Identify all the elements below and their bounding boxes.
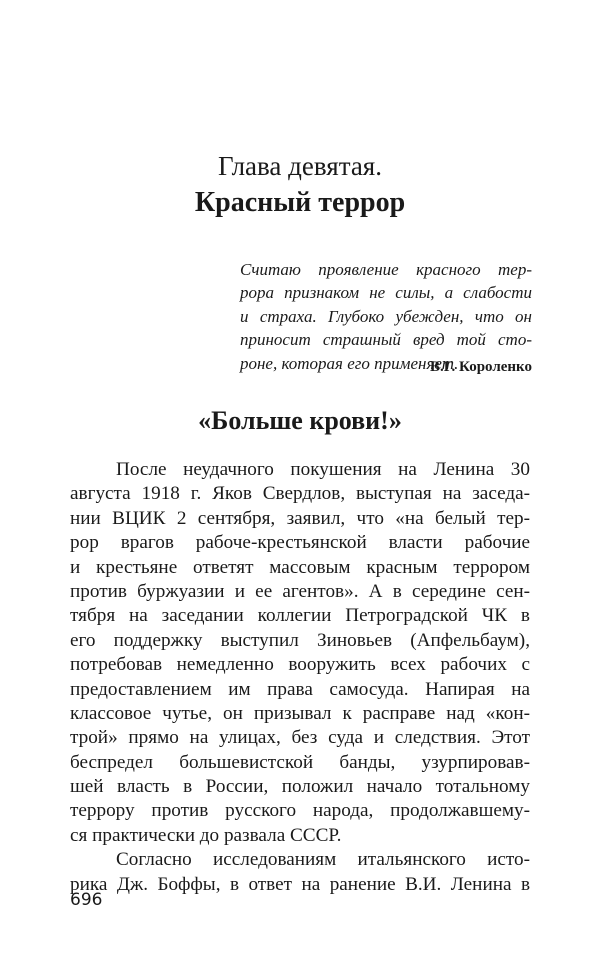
text-line: классовое чутье, он призывал к расправе над «кон- (70, 702, 530, 724)
text-line: против буржуазии и ее агентов». А в середине сен- (70, 580, 530, 602)
text-line: и крестьяне ответят массовым красным террором (70, 556, 530, 578)
text-line: предоставлением им права самосуда. Напирая на (70, 678, 530, 700)
text-line: потребовав немедленно вооружить всех рабочих с (70, 654, 530, 676)
text-line: тября на заседании коллегии Петроградской ЧК в (70, 605, 530, 627)
text-line: террору против русского народа, продолжавшему- (70, 800, 530, 822)
page-number: 696 (70, 890, 103, 910)
epigraph-line: и страха. Глубоко убежден, что он (240, 306, 532, 326)
body-text (70, 458, 530, 897)
text-line: рика Дж. Боффы, в ответ на ранение В.И. Ленина в (70, 873, 530, 895)
epigraph-line: Считаю проявление красного тер- (240, 260, 532, 279)
text-line: ся практически до развала СССР. (70, 824, 342, 846)
text-line: беспредел большевистской банды, узурпировав- (70, 751, 530, 773)
chapter-label: Глава девятая. (218, 151, 382, 181)
text-line: После неудачного покушения на Ленина 30 (116, 459, 530, 480)
text-line: трой» прямо на улицах, без суда и следствия. Этот (70, 727, 530, 749)
text-line: Согласно исследованиям итальянского исто- (116, 849, 530, 871)
section-title: «Больше крови!» (198, 406, 402, 435)
epigraph-line: приносит страшный вред той сто- (240, 330, 532, 350)
text-line: шей власть в России, положил начало тотальному (70, 776, 530, 798)
epigraph-line: роне, которая его применяет. (240, 353, 459, 373)
text-line: рор врагов рабоче-крестьянской власти рабочие (70, 532, 530, 554)
text-line: нии ВЦИК 2 сентября, заявил, что «на белый тер- (70, 507, 530, 529)
epigraph-author: В.Г. Короленко (429, 359, 532, 375)
chapter-title: Красный террор (194, 187, 406, 218)
epigraph-line: рора признаком не силы, а слабости (240, 283, 532, 303)
text-line: августа 1918 г. Яков Свердлов, выступая на заседа- (70, 483, 530, 505)
text-line: его поддержку выступил Зиновьев (Апфельбаум), (70, 629, 530, 651)
